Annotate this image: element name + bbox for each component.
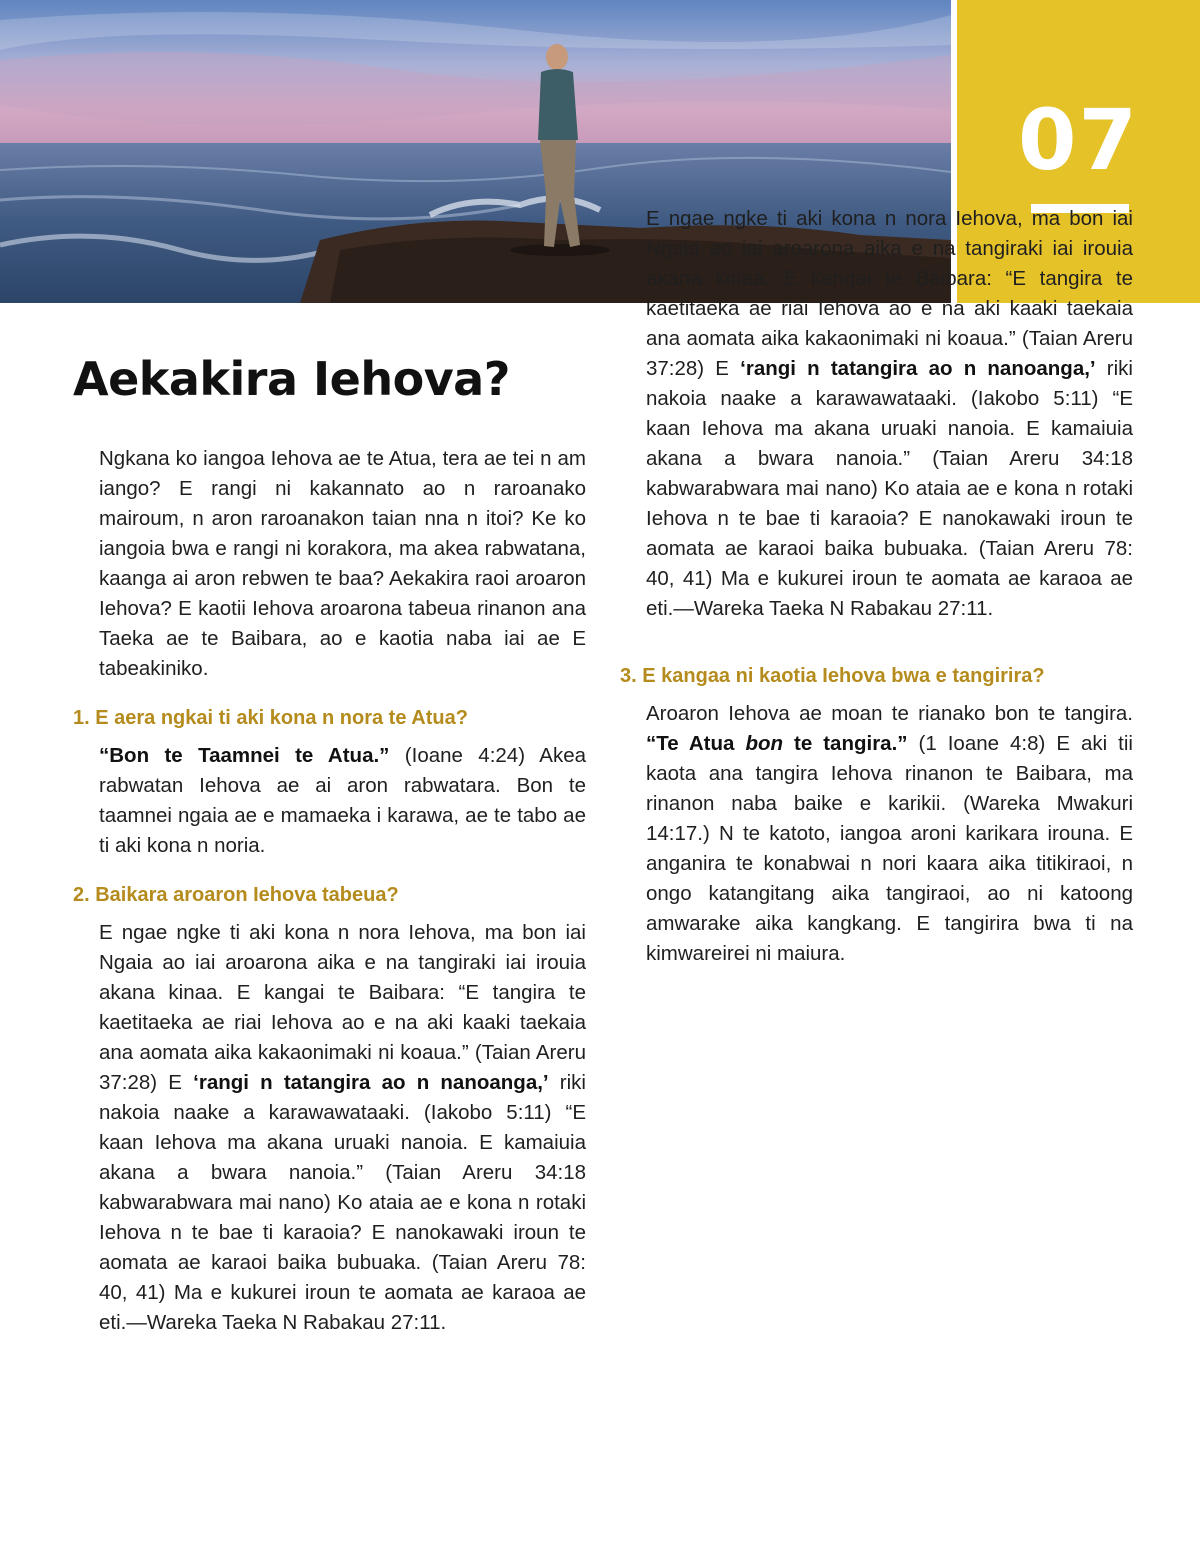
question-3-heading: 3. E kangaa ni kaotia Iehova bwa e tangirira? [620,665,1045,687]
question-1-answer [99,741,586,861]
q2-bold: ‘rangi n tatangira ao n nanoanga,’ [193,1071,549,1094]
left-column [73,444,586,1334]
q3-italic: bon [745,732,784,755]
question-1-heading: 1. E aera ngkai ti aki kona n nora te Atua? [73,707,468,729]
q3-bold-b: te tangira.” [783,732,908,755]
q1-quote: “Bon te Taamnei te Atua.” [99,744,390,767]
question-2-continuation [620,207,1133,624]
q2-bold: ‘rangi n tatangira ao n nanoanga,’ [740,357,1096,380]
question-3-answer [646,699,1133,969]
q1-text: (Ioane 4:24) Akea rabwatan Iehova ae ai aron rabwatara. Bon te taamnei ngaia ae e mamaeka i karawa, ae te tabo ae ti aki kona n noria. [99,744,586,857]
question-2-answer-continued [646,204,1133,624]
q3-bold-a: “Te Atua [646,732,746,755]
question-2-answer [99,918,586,1338]
question-2-heading: 2. Baikara aroaron Iehova tabeua? [73,884,399,906]
q2-text-a: E ngae ngke ti aki kona n nora Iehova, ma bon iai Ngaia ao iai aroarona aika e na tangiraki iai irouia akana kinaa. E kangai te Baibara: “E tangira te kaetitaeka ae riai Iehova ao e na aki kaaki taekaia ana aomata aika kakaonimaki ni koaua.” (Taian Areru 37:28) E [99,921,586,1094]
intro-paragraph: Ngkana ko iangoa Iehova ae te Atua, tera ae tei n am iango? E rangi ni kakannato ao n raroanako mairoum, n aron raroanakon taian nna n itoi? Ke ko iangoia bwa e rangi ni korakora, ma akea rabwatana, kaanga ai aron rebwen te baa? Aekakira raoi aroaron Iehova? E kaotii Iehova aroarona tabeua rinanon ana Taeka ae te Baibara, ao e kaotia naba iai ae E tabeakiniko. [99,447,586,680]
q2-text-b: riki nakoia naake a karawawataaki. (Iakobo 5:11) “E kaan Iehova ma akana uruaki nanoia. E kamaiuia akana a bwara nanoia.” (Taian Areru 34:18 kabwarabwara mai nano) Ko ataia ae e kona n rotaki Iehova n te bae ti karaoia? E nanokawaki iroun te aomata ae karaoi baika bubuaka. (Taian Areru 78: 40, 41) Ma e kukurei iroun te aomata ae karaoa ae eti.—Wareka Taeka N Rabakau 27:11. [646,357,1133,620]
q3-text-a: Aroaron Iehova ae moan te rianako bon te tangira. [646,702,1133,725]
q2-text-a: E ngae ngke ti aki kona n nora Iehova, ma bon iai Ngaia ao iai aroarona aika e na tangiraki iai irouia akana kinaa. E kangai te Baibara: “E tangira te kaetitaeka ae riai Iehova ao e na aki kaaki taekaia ana aomata aika kakaonimaki ni koaua.” (Taian Areru 37:28) E [646,207,1133,380]
q3-text-b: (1 Ioane 4:8) E aki tii kaota ana tangira Iehova rinanon te Baibara, ma rinanon naba baike e karikii. (Wareka Mwakuri 14:17.) N te katoto, iangoa aroni karikara irouna. E anganira te konabwai n nori kaara aika titikiraoi, n ongo katangitang aika tangiraoi, ao ni katoong amwarake aika kangkang. E tangirira bwa ti na kimwareirei ni maiura. [646,732,1133,965]
q2-text-b: riki nakoia naake a karawawataaki. (Iakobo 5:11) “E kaan Iehova ma akana uruaki nanoia. E kamaiuia akana a bwara nanoia.” (Taian Areru 34:18 kabwarabwara mai nano) Ko ataia ae e kona n rotaki Iehova n te bae ti karaoia? E nanokawaki iroun te aomata ae karaoi baika bubuaka. (Taian Areru 78: 40, 41) Ma e kukurei iroun te aomata ae karaoa ae eti.—Wareka Taeka N Rabakau 27:11. [99,1071,586,1334]
chapter-number: 07 [1018,91,1139,189]
page-title: Aekakira Iehova? [73,352,510,406]
